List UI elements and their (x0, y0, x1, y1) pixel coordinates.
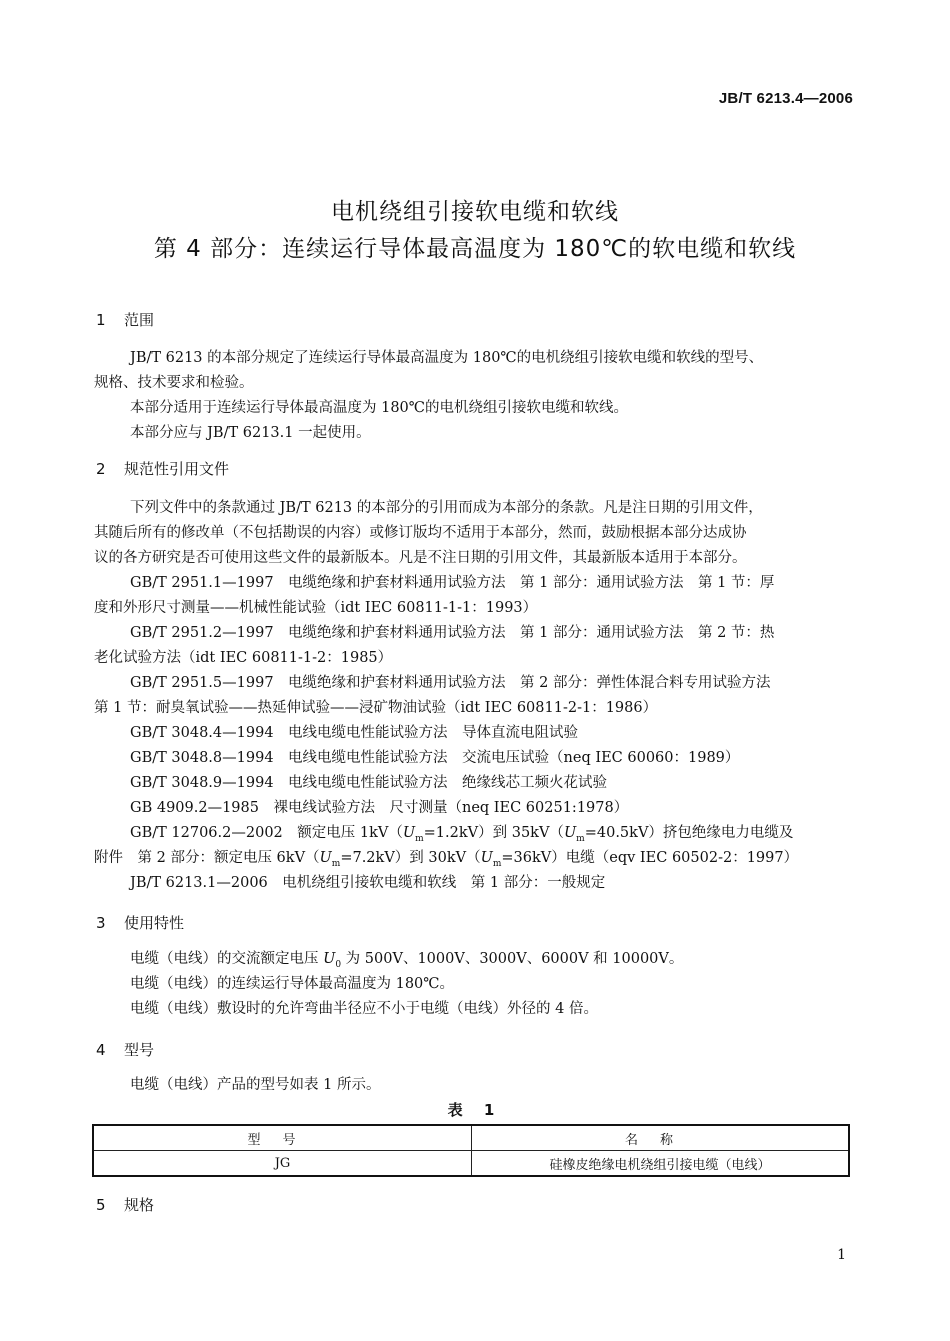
reference-item: GB/T 2951.2—1997 电缆绝缘和护套材料通用试验方法 第 1 部分：通用试验方法 第 2 节：热 (130, 625, 775, 641)
scope-paragraph-1-line-2: 规格、技术要求和检验。 (94, 375, 254, 391)
reference-item-continuation: 老化试验方法（idt IEC 60811-1-2：1985） (94, 650, 393, 666)
section-number: 2 (96, 460, 106, 478)
document-subtitle: 第 4 部分：连续运行导体最高温度为 180℃的软电缆和软线 (153, 236, 797, 262)
table-caption: 表 1 (447, 1101, 503, 1119)
document-title: 电机绕组引接软电缆和软线 (331, 199, 619, 225)
reference-item-continuation: 度和外形尺寸测量——机械性能试验（idt IEC 60811-1-1：1993） (94, 600, 538, 616)
reference-item: GB/T 2951.1—1997 电缆绝缘和护套材料通用试验方法 第 1 部分：通用试验方法 第 1 节：厚 (130, 575, 775, 591)
reference-item: GB/T 12706.2—2002 额定电压 $1kV(U_m=1.2kV)$到 $35kV(U_m=40.5kV)$挤包绝缘电力电缆及 (130, 825, 794, 844)
table-header-row (93, 1125, 849, 1151)
section-number: 3 (96, 914, 106, 932)
section-number: 5 (96, 1196, 106, 1214)
reference-item: GB/T 2951.5—1997 电缆绝缘和护套材料通用试验方法 第 2 部分：弹性体混合料专用试验方法 (130, 675, 771, 691)
section-title: 范围 (124, 311, 155, 329)
reference-item-continuation: 第 1 节：耐臭氧试验——热延伸试验——浸矿物油试验（idt IEC 60811-2-1：1986） (94, 700, 658, 716)
section-title: 型号 (124, 1041, 155, 1059)
scope-paragraph-3: 本部分应与 JB/T 6213.1 一起使用。 (130, 425, 371, 441)
reference-item: GB 4909.2—1985 裸电线试验方法 尺寸测量（neq IEC 60251:1978） (130, 800, 629, 816)
usage-line-3: 电缆（电线）敷设时的允许弯曲半径应不小于电缆（电线）外径的 4 倍。 (130, 1001, 598, 1017)
section-title: 规格 (124, 1196, 155, 1214)
reference-item: GB/T 3048.9—1994 电线电缆电性能试验方法 绝缘线芯工频火花试验 (130, 775, 608, 791)
model-intro: 电缆（电线）产品的型号如表 1 所示。 (130, 1077, 381, 1093)
reference-item: JB/T 6213.1—2006 电机绕组引接软电缆和软线 第 1 部分：一般规定 (130, 875, 606, 891)
section-number: 1 (96, 311, 106, 329)
cell-name: 硅橡皮绝缘电机绕组引接电缆（电线） (472, 1151, 850, 1177)
reference-item: GB/T 3048.4—1994 电线电缆电性能试验方法 导体直流电阻试验 (130, 725, 579, 741)
section-heading-usage (96, 912, 184, 933)
section-number: 4 (96, 1041, 106, 1059)
scope-paragraph-2: 本部分适用于连续运行导体最高温度为 180℃的电机绕组引接软电缆和软线。 (130, 400, 629, 416)
reference-item: GB/T 3048.8—1994 电线电缆电性能试验方法 交流电压试验（neq IEC 60060：1989） (130, 750, 740, 766)
cell-model: JG (93, 1151, 472, 1177)
section-heading-model (96, 1039, 154, 1060)
section-title: 使用特性 (124, 914, 185, 932)
table-row (93, 1151, 849, 1177)
column-header-model: 型号 (93, 1125, 472, 1151)
section-heading-specification (96, 1194, 154, 1215)
section-heading-scope (96, 309, 154, 330)
column-header-name: 名称 (472, 1125, 850, 1151)
scope-paragraph-1-line-1: JB/T 6213 的本部分规定了连续运行导体最高温度为 180℃的电机绕组引接软电缆和软线的型号、 (130, 350, 764, 366)
standard-number: JB/T 6213.4—2006 (718, 90, 853, 107)
refs-intro-line-2: 其随后所有的修改单（不包括勘误的内容）或修订版均不适用于本部分，然而，鼓励根据本部分达成协 (94, 525, 747, 541)
section-title: 规范性引用文件 (124, 460, 230, 478)
refs-intro-line-3: 议的各方研究是否可使用这些文件的最新版本。凡是不注日期的引用文件，其最新版本适用于本部分。 (94, 550, 747, 566)
usage-line-2: 电缆（电线）的连续运行导体最高温度为 180℃。 (130, 976, 455, 992)
page-number: 1 (837, 1247, 846, 1263)
refs-intro-line-1: 下列文件中的条款通过 JB/T 6213 的本部分的引用而成为本部分的条款。凡是注日期的引用文件， (130, 500, 763, 516)
section-heading-normative-references (96, 458, 229, 479)
reference-item-continuation: 附件 第 2 部分：额定电压 $6kV(U_m=7.2kV)$到 $30kV(U_m=36kV)$电缆（eqv IEC 60502-2：1997） (94, 850, 799, 869)
usage-line-1: 电缆（电线）的交流额定电压 $U_0$ 为 500V、1000V、3000V、6000V 和 10000V。 (130, 951, 684, 970)
model-table (92, 1124, 850, 1177)
